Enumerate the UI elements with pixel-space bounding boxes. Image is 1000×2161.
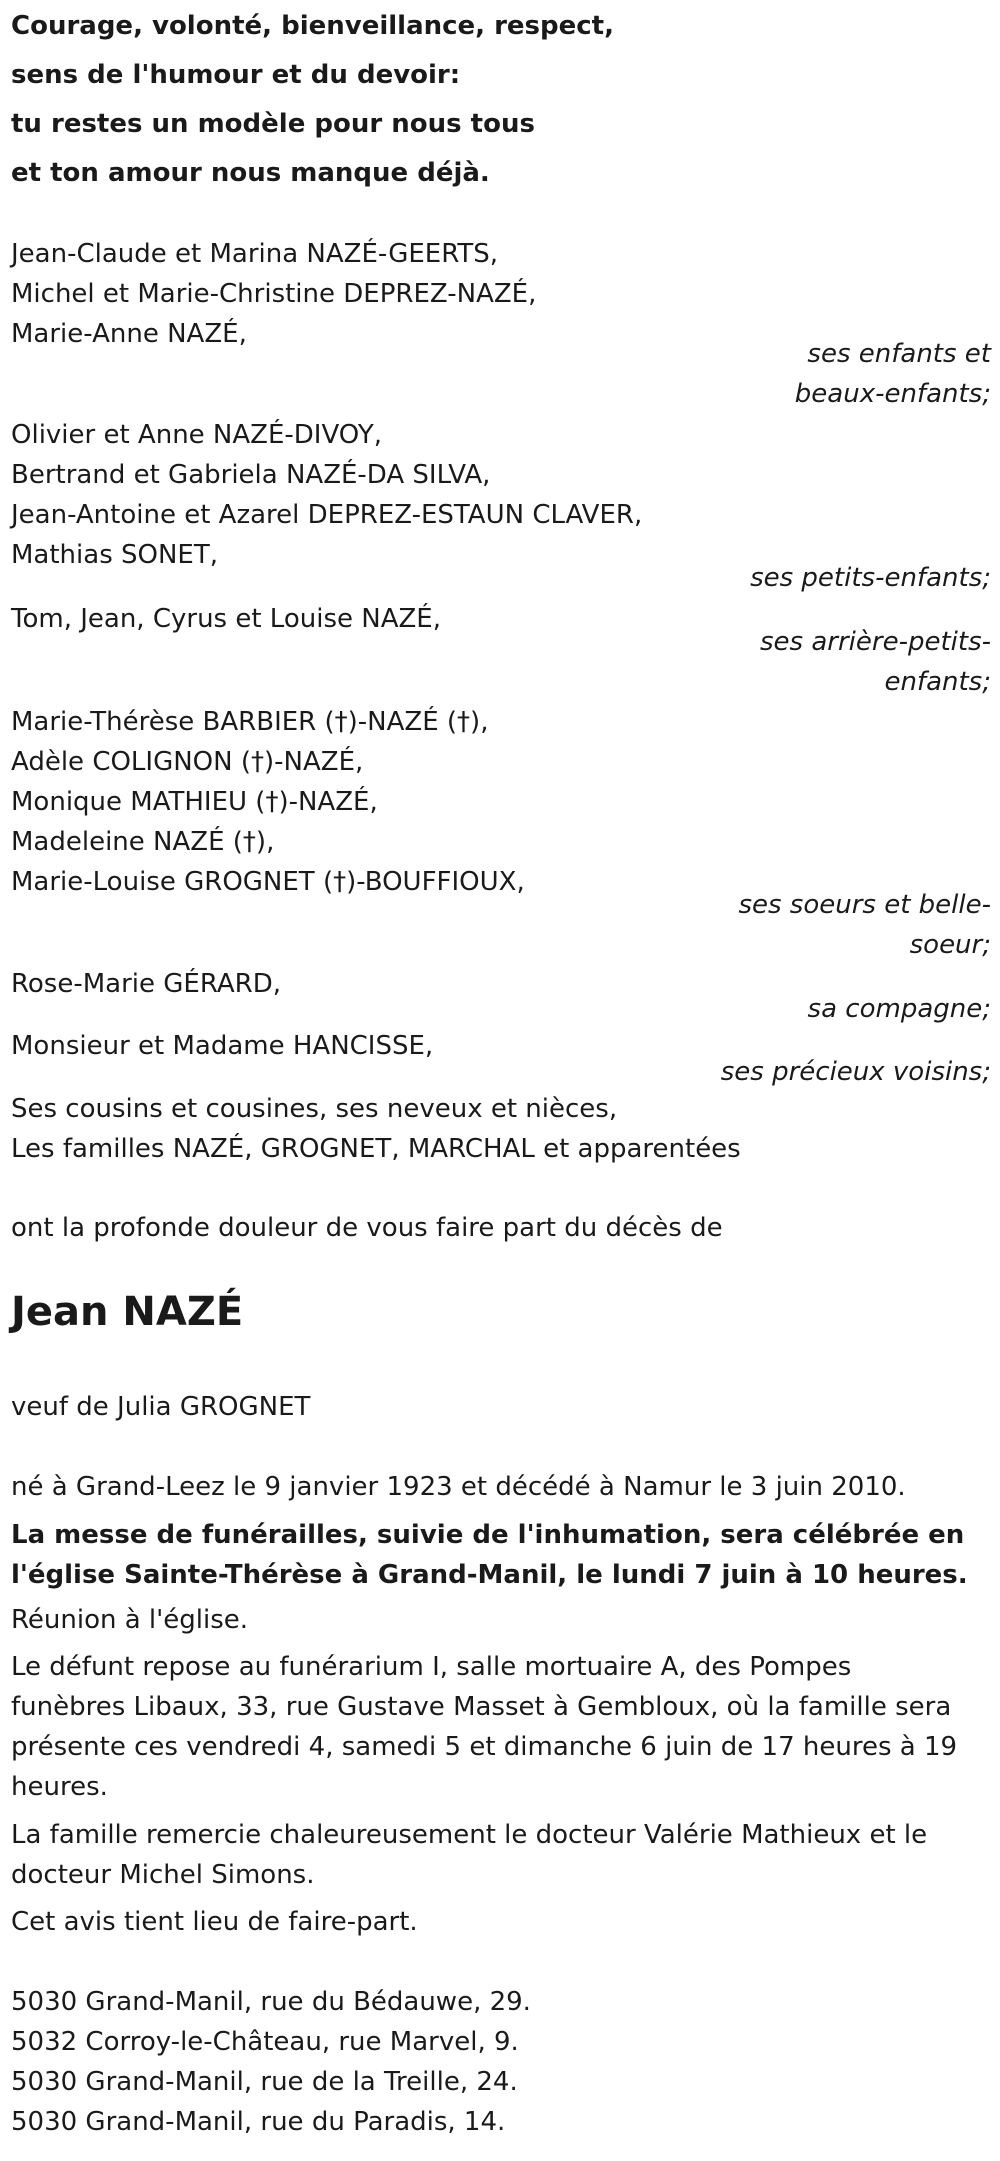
family-name: Adèle COLIGNON (†)-NAZÉ, [11,747,364,777]
meeting-info [11,1600,248,1640]
poem-line: Courage, volonté, bienveillance, respect, [11,11,614,41]
family-name: Tom, Jean, Cyrus et Louise NAZÉ, [11,604,441,634]
thanks-line: docteur Michel Simons. [11,1860,315,1890]
funeral-mass-line: l'église Sainte-Thérèse à Grand-Manil, le lundi 7 juin à 10 heures. [11,1560,968,1590]
family-name: Madeleine NAZÉ (†), [11,827,275,857]
great-grandchildren-relation [11,622,991,702]
family-name: Monique MATHIEU (†)-NAZÉ, [11,787,378,817]
companion-relation [11,989,991,1029]
relation-line: enfants; [884,667,991,697]
relation-line: ses précieux voisins; [720,1057,991,1087]
siblings-names [11,702,525,902]
family-name: Rose-Marie GÉRARD, [11,969,281,999]
meeting-text: Réunion à l'église. [11,1605,249,1635]
birth-death-text: né à Grand-Leez le 9 janvier 1923 et décédé à Namur le 3 juin 2010. [11,1472,906,1502]
poem-line: sens de l'humour et du devoir: [11,60,461,90]
announcement-text: ont la profonde douleur de vous faire part du décès de [11,1213,723,1243]
relation-line: ses arrière-petits- [760,627,991,657]
poem [11,2,614,198]
widower-text: veuf de Julia GROGNET [11,1392,311,1422]
announcement [11,1208,723,1248]
neighbours-relation [11,1052,991,1092]
repose-line: présente ces vendredi 4, samedi 5 et dimanche 6 juin de 17 heures à 19 [11,1732,958,1762]
family-name: Ses cousins et cousines, ses neveux et nièces, [11,1094,618,1124]
siblings-relation [11,885,991,965]
relation-line: ses enfants et [807,339,991,369]
address-line: 5030 Grand-Manil, rue de la Treille, 24. [11,2067,518,2097]
notice-info [11,1902,418,1942]
repose-info [11,1647,957,1807]
grandchildren-relation [11,558,991,598]
repose-line: Le défunt repose au funérarium I, salle mortuaire A, des Pompes [11,1652,852,1682]
deceased-name [11,1286,243,1338]
relation-line: beaux-enfants; [794,379,991,409]
family-name: Jean-Antoine et Azarel DEPREZ-ESTAUN CLAVER, [11,500,643,530]
relation-line: soeur; [909,930,991,960]
address-line: 5030 Grand-Manil, rue du Bédauwe, 29. [11,1987,531,2017]
repose-line: heures. [11,1772,108,1802]
relation-line: ses soeurs et belle- [738,890,991,920]
thanks-info [11,1815,927,1895]
family-name: Marie-Anne NAZÉ, [11,319,247,349]
addresses [11,1982,531,2142]
birth-death-info [11,1467,906,1507]
deceased-name-text: Jean NAZÉ [11,1289,244,1335]
poem-line: et ton amour nous manque déjà. [11,158,490,188]
family-name: Monsieur et Madame HANCISSE, [11,1031,434,1061]
family-name: Bertrand et Gabriela NAZÉ-DA SILVA, [11,460,491,490]
thanks-line: La famille remercie chaleureusement le docteur Valérie Mathieux et le [11,1820,928,1850]
family-name: Mathias SONET, [11,540,218,570]
family-name: Olivier et Anne NAZÉ-DIVOY, [11,420,382,450]
poem-line: tu restes un modèle pour nous tous [11,109,535,139]
family-name: Marie-Louise GROGNET (†)-BOUFFIOUX, [11,867,525,897]
address-line: 5030 Grand-Manil, rue du Paradis, 14. [11,2107,506,2137]
other-relatives [11,1089,741,1169]
address-line: 5032 Corroy-le-Château, rue Marvel, 9. [11,2027,519,2057]
relation-line: sa compagne; [807,994,991,1024]
relation-line: ses petits-enfants; [750,563,991,593]
family-name: Marie-Thérèse BARBIER (†)-NAZÉ (†), [11,707,489,737]
family-name: Jean-Claude et Marina NAZÉ-GEERTS, [11,239,499,269]
children-relation [11,334,991,414]
widower-info [11,1387,310,1427]
family-name: Michel et Marie-Christine DEPREZ-NAZÉ, [11,279,537,309]
notice-text: Cet avis tient lieu de faire-part. [11,1907,418,1937]
repose-line: funèbres Libaux, 33, rue Gustave Masset à Gembloux, où la famille sera [11,1692,952,1722]
funeral-mass-line: La messe de funérailles, suivie de l'inhumation, sera célébrée en [11,1520,965,1550]
family-name: Les familles NAZÉ, GROGNET, MARCHAL et apparentées [11,1134,741,1164]
grandchildren-names [11,415,642,575]
funeral-mass [11,1515,968,1595]
